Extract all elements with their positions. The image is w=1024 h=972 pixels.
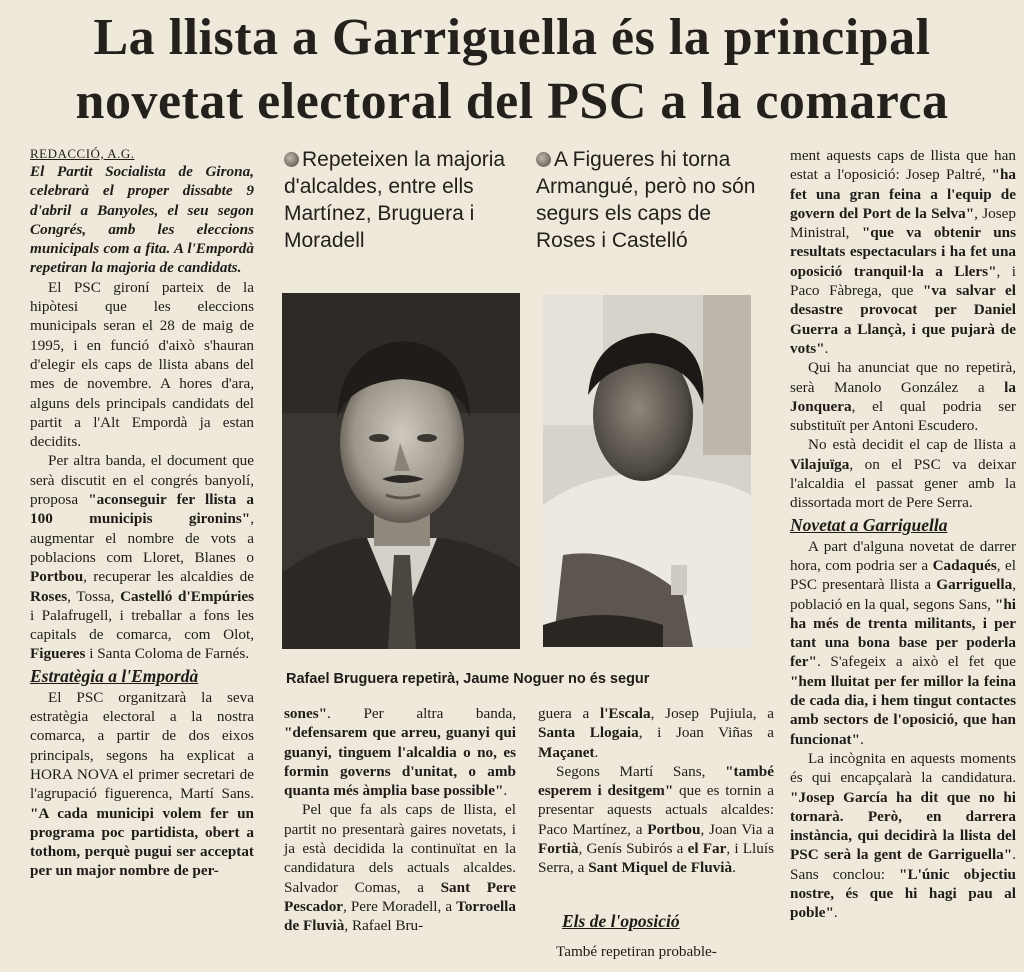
deck-left: Repeteixen la majoria d'alcaldes, entre ells Martínez, Bruguera i Moradell (284, 148, 506, 252)
paragraph: Qui ha anunciat que no repetirà, serà Manolo González a la Jonquera, el qual podria ser substituït per Antoni Escudero. (790, 359, 1016, 435)
paragraph: Segons Martí Sans, "també esperem i desitgem" que es tornin a presentar aquests actuals alcaldes: Paco Martínez, a Portbou, Joan Via a Fortià, Genís Subirós a el Far, i Lluís Serra, a Sant Miquel de Fluvià. (538, 762, 774, 877)
lead-paragraph: El Partit Socialista de Girona, celebrarà el proper dissabte 9 d'abril a Banyoles, el seu segon Congrés, amb les eleccions municipals com a fita. A l'Empordà repetiran la majoria de candidats. (30, 163, 254, 277)
headline-line-1: La llista a Garriguella és la principal (93, 9, 931, 66)
paragraph: Pel que fa als caps de llista, el partit no presentarà gaires novetats, i ja està decidida la continuïtat en la candidatura dels actuals alcaldes. Salvador Comas, a Sant Pere Pescador, Pere Moradell, a Torroella de Fluvià, Rafael Bru- (284, 801, 516, 935)
subheading-estrategia: Estratègia a l'Empordà (30, 665, 199, 686)
bullet-dot-icon (536, 152, 551, 167)
column-1 (30, 146, 254, 881)
portrait-man-icon (282, 293, 520, 649)
headline-line-2: novetat electoral del PSC a la comarca (75, 73, 949, 130)
paragraph: No està decidit el cap de llista a Vilajuïga, on el PSC va deixar l'alcaldia el passat gener amb la dissortada mort de Pere Serra. (790, 436, 1016, 512)
bullet-dot-icon (284, 152, 299, 167)
paragraph: La incògnita en aquests moments és qui encapçalarà la candidatura. "Josep García ha dit que no hi tornarà. Però, en darrera instància, qui decidirà la llista del PSC serà la gent de Garriguella". Sans conclou: "L'únic objectiu nostre, és que hi hagi pau al poble". (790, 749, 1016, 922)
photo-rafael-bruguera (282, 293, 520, 649)
column-3-tail (538, 942, 774, 961)
column-2 (284, 704, 516, 936)
paragraph: El PSC gironí parteix de la hipòtesi que les eleccions municipals seran el 28 de maig de 1995, i en funció d'això s'hauran d'elegir els caps de llista abans del mes de novembre. A hores d'ara, alguns dels principals candidats del partit a l'Alt Empordà ja estan decidits. (30, 278, 254, 451)
photo-jaume-noguer (543, 295, 751, 647)
paragraph: A part d'alguna novetat de darrer hora, com podria ser a Cadaqués, el PSC presentarà llista a Garriguella, població en la qual, segons Sans, "hi ha més de trenta militants, i per tant una bona base per poderla fer". S'afegeix a això el fet que "hem lluitat per fer millor la feina de cada dia, i hem tingut contactes amb sectors de l'oposició, que han funcionat". (790, 537, 1016, 748)
photo-caption: Rafael Bruguera repetirà, Jaume Noguer no és segur (286, 671, 650, 687)
paragraph: guera a l'Escala, Josep Pujiula, a Santa Llogaia, i Joan Viñas a Maçanet. (538, 705, 775, 761)
paragraph: El PSC organitzarà la seva estratègia electoral a la nostra comarca, a partir de dos eixos principals, segons ha explicat a HORA NOVA el primer secretari de l'agrupació figuerenca, Martí Sans. "A cada municipi volem fer un programa poc partidista, obert a tothom, perquè pugui ser acceptat per un major nombre de per- (30, 688, 254, 880)
portrait-man-icon (543, 295, 751, 647)
paragraph: sones". Per altra banda, "defensarem que arreu, guanyi qui guanyi, tinguem l'alcaldia o no, es formin governs d'unitat, o amb quanta més àmplia base possible". (284, 705, 516, 800)
paragraph: Per altra banda, el document que serà discutit en el congrés banyolí, proposa "aconseguir fer llista a 100 municipis gironins", augmentar el nombre de vots a poblacions com Lloret, Blanes o Portbou, recuperar les alcaldies de Roses, Tossa, Castelló d'Empúries i Palafrugell, i treballar a fons les capitals de comarca, com Olot, Figueres i Santa Coloma de Farnés. (30, 452, 254, 663)
column-3 (538, 704, 774, 878)
column-4 (790, 146, 1016, 923)
deck-right: A Figueres hi torna Armangué, però no són segurs els caps de Roses i Castelló (536, 148, 756, 252)
byline: REDACCIÓ, A.G. (30, 146, 135, 161)
headline (0, 6, 1024, 134)
subheading-oposicio: Els de l'oposició (562, 911, 680, 931)
subheading-garriguella: Novetat a Garriguella (790, 514, 948, 535)
paragraph: ment aquests caps de llista que han estat a l'oposició: Josep Paltré, "ha fet una gran feina a l'equip de govern del Port de la Selva", Josep Ministral, "que va obtenir uns resultats espectaculars i ha fet una oposició tranquil·la a Llers", i Paco Fàbrega, que "va salvar el desastre provocat per Daniel Guerra a Llançà, i que pujarà de vots". (790, 147, 1017, 357)
paragraph: També repetiran probable- (556, 943, 717, 960)
